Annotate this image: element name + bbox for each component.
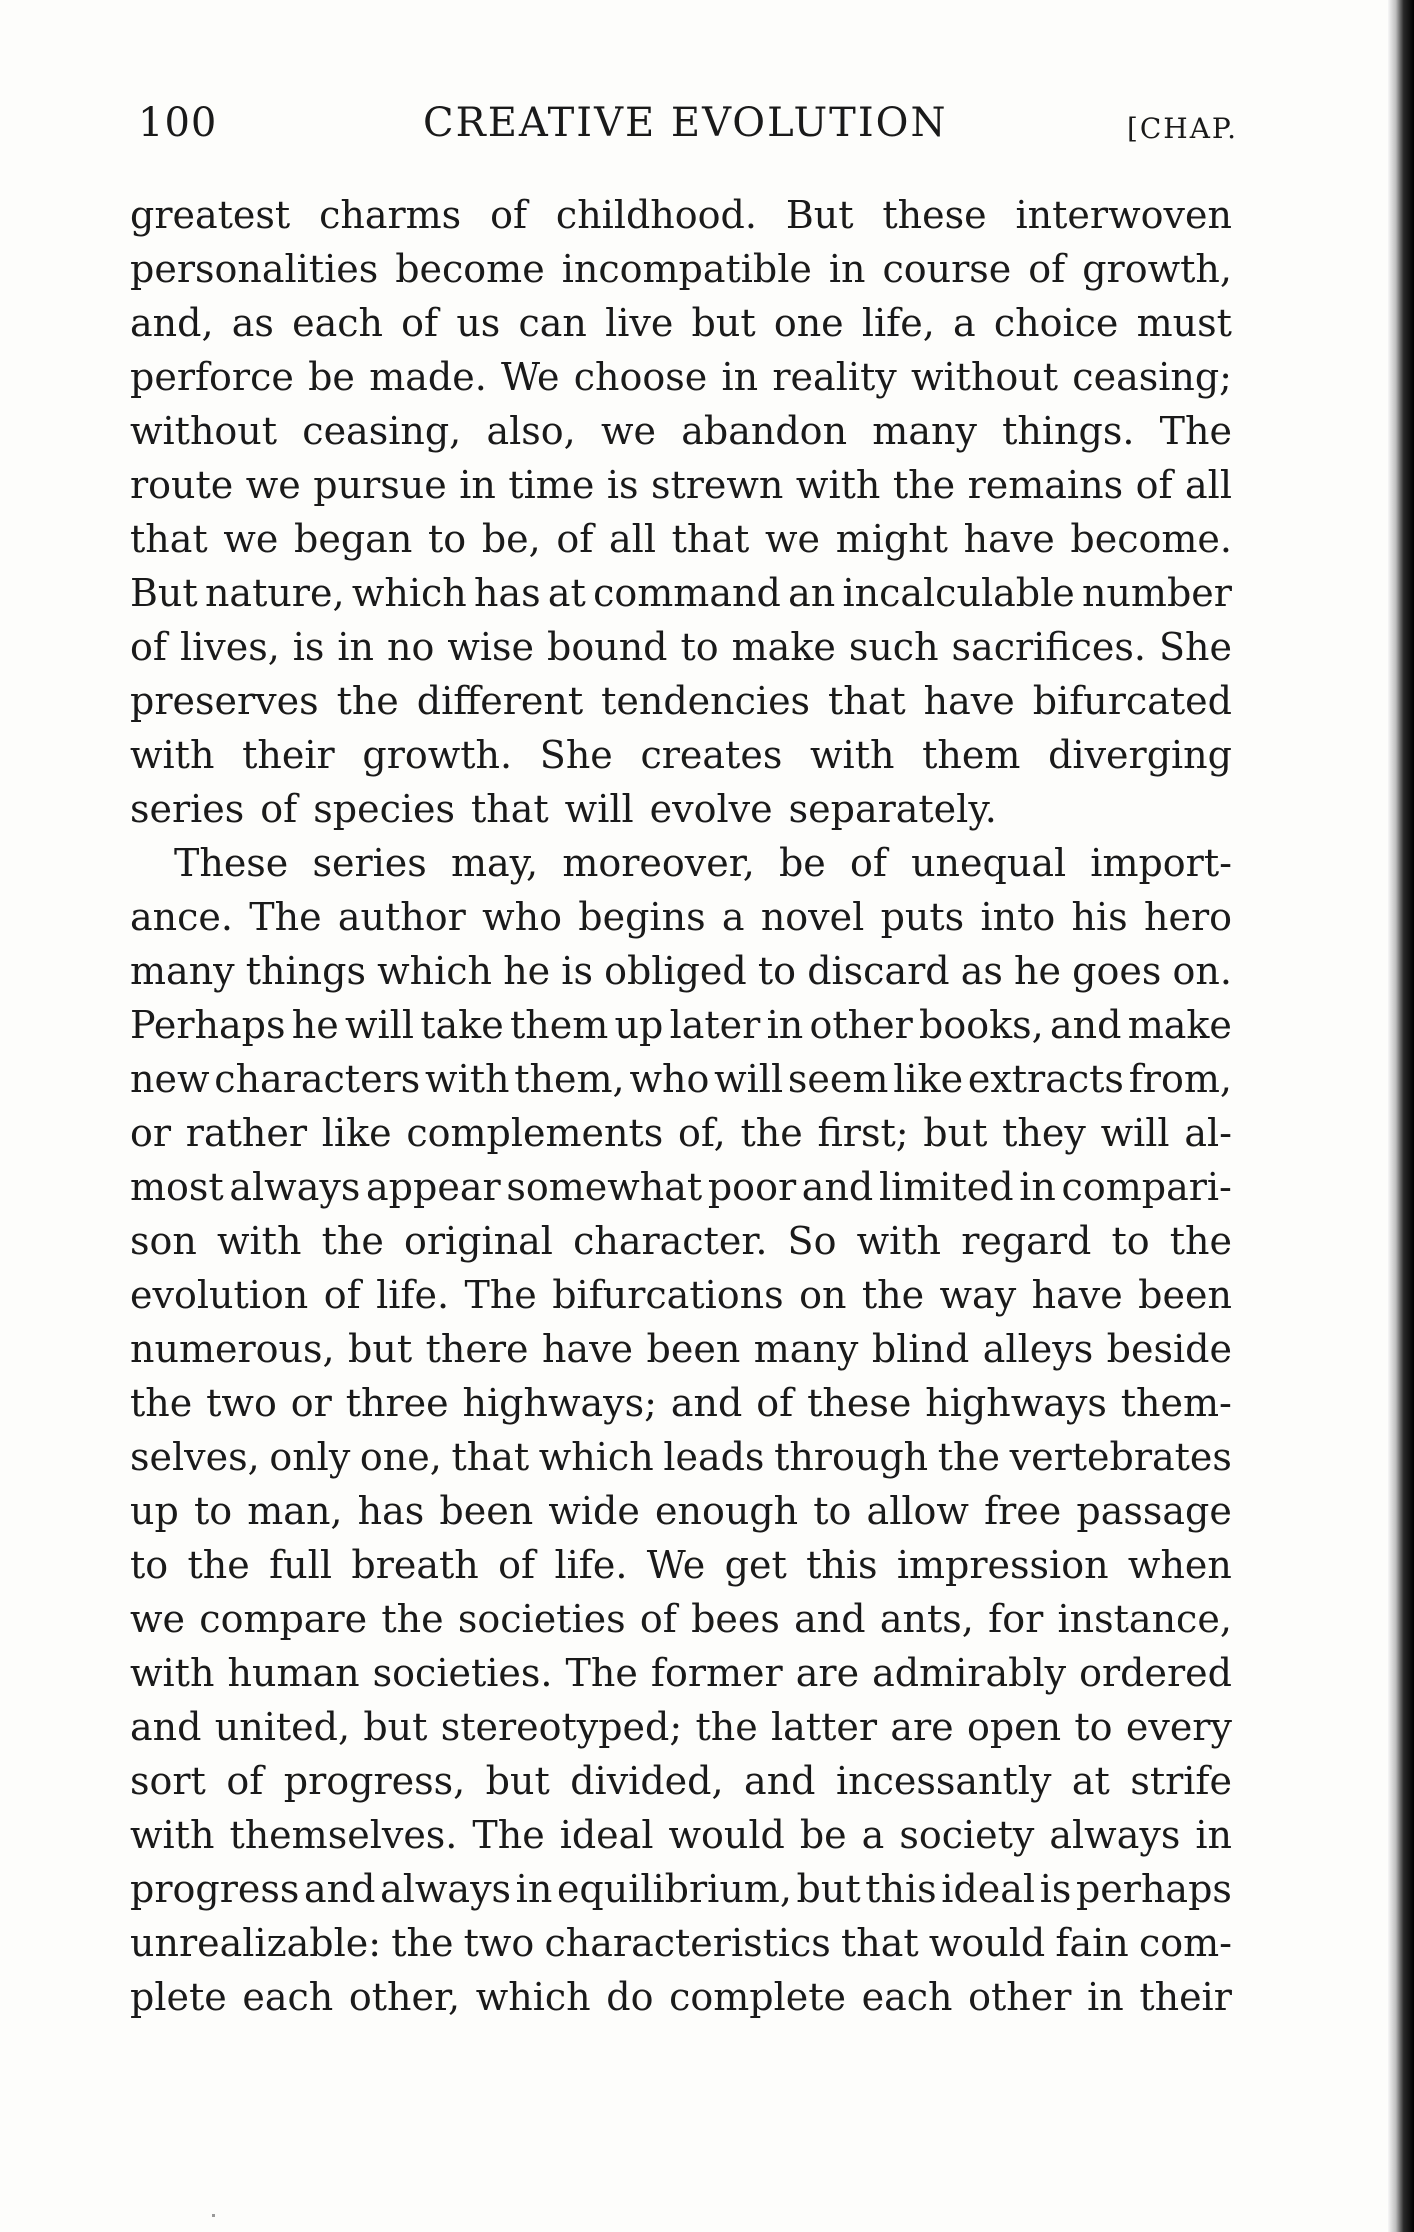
text-line: many things which he is obliged to discard as he goes on. [130, 949, 1232, 993]
text-line: with human societies. The former are admirably ordered [130, 1651, 1232, 1695]
text-line: new characters with them, who will seem like extracts from, [130, 1057, 1232, 1101]
page-edge-shadow [1388, 0, 1414, 2232]
text-line: sort of progress, but divided, and incessantly at strife [130, 1759, 1232, 1803]
paragraph-2 [130, 836, 1232, 2024]
text-line: selves, only one, that which leads through the vertebrates [130, 1435, 1232, 1479]
text-line: greatest charms of childhood. But these interwoven [130, 193, 1232, 237]
body-text [130, 188, 1232, 2024]
text-line: son with the original character. So with regard to the [130, 1219, 1232, 1263]
text-line: perforce be made. We choose in reality without ceasing; [130, 355, 1232, 399]
text-line: with their growth. She creates with them diverging [130, 733, 1232, 777]
text-line: unrealizable: the two characteristics that would fain com- [130, 1921, 1232, 1965]
text-line: and, as each of us can live but one life, a choice must [130, 301, 1232, 345]
page-number: 100 [138, 100, 218, 146]
text-line: without ceasing, also, we abandon many things. The [130, 409, 1232, 453]
text-line: progress and always in equilibrium, but this ideal is perhaps [130, 1867, 1232, 1911]
text-line: series of species that will evolve separately. [130, 787, 997, 831]
text-line: preserves the different tendencies that have bifurcated [130, 679, 1232, 723]
paragraph-1 [130, 188, 1232, 836]
text-line: These series may, moreover, be of unequal import- [174, 841, 1232, 885]
text-line: up to man, has been wide enough to allow free passage [130, 1489, 1232, 1533]
text-line: route we pursue in time is strewn with the remains of all [130, 463, 1232, 507]
page-header [138, 100, 1238, 160]
text-line: evolution of life. The bifurcations on the way have been [130, 1273, 1232, 1317]
text-line: to the full breath of life. We get this impression when [130, 1543, 1232, 1587]
text-line: with themselves. The ideal would be a society always in [130, 1813, 1232, 1857]
text-line: numerous, but there have been many blind alleys beside [130, 1327, 1232, 1371]
text-line: But nature, which has at command an incalculable number [130, 571, 1232, 615]
text-line: Perhaps he will take them up later in other books, and make [130, 1003, 1232, 1047]
text-line: and united, but stereotyped; the latter are open to every [130, 1705, 1232, 1749]
text-line: most always appear somewhat poor and limited in compari- [130, 1165, 1232, 1209]
text-line: plete each other, which do complete each other in their [130, 1975, 1232, 2019]
text-line: that we began to be, of all that we might have become. [130, 517, 1232, 561]
running-title: CREATIVE EVOLUTION [423, 100, 948, 146]
chapter-marker: [CHAP. [1126, 112, 1238, 145]
text-line: or rather like complements of, the first; but they will al- [130, 1111, 1232, 1155]
speck-mark [212, 2214, 215, 2217]
text-line: ance. The author who begins a novel puts into his hero [130, 895, 1232, 939]
text-line: of lives, is in no wise bound to make such sacrifices. She [130, 625, 1232, 669]
text-line: the two or three highways; and of these highways them- [130, 1381, 1232, 1425]
text-line: personalities become incompatible in course of growth, [130, 247, 1232, 291]
text-line: we compare the societies of bees and ants, for instance, [130, 1597, 1232, 1641]
